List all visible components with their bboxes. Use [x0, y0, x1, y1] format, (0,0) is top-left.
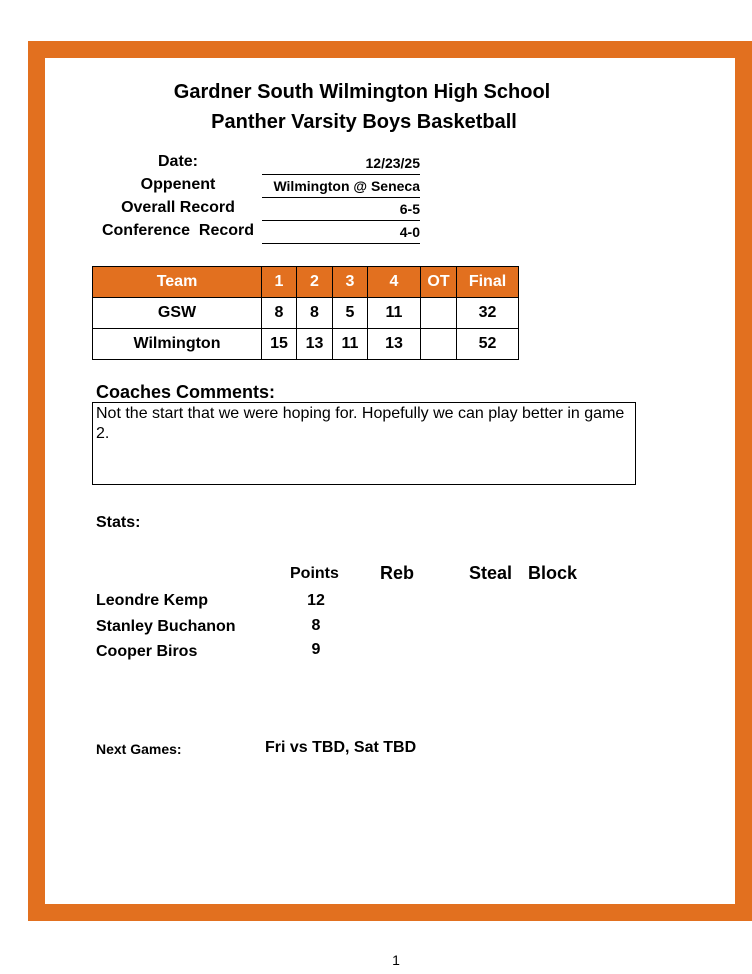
ot-score — [421, 298, 457, 329]
school-title: Gardner South Wilmington High School — [173, 81, 551, 103]
stats-label: Stats: — [96, 514, 141, 531]
opponent-value: Wilmington @ Seneca — [262, 176, 420, 198]
stats-col-steal: Steal — [469, 563, 513, 583]
team-name: GSW — [93, 298, 262, 329]
comments-label: Coaches Comments: — [96, 382, 276, 402]
col-q4-header: 4 — [368, 267, 421, 298]
player-name: Cooper Biros — [96, 643, 198, 660]
final-score: 52 — [457, 329, 519, 360]
player-name: Leondre Kemp — [96, 592, 209, 609]
col-q2-header: 2 — [297, 267, 333, 298]
program-title: Panther Varsity Boys Basketball — [211, 111, 517, 133]
date-value: 12/23/25 — [262, 153, 420, 175]
q3-score: 5 — [333, 298, 368, 329]
overall-record-value: 6-5 — [262, 199, 420, 221]
col-q1-header: 1 — [262, 267, 297, 298]
player-points: 9 — [311, 641, 321, 658]
scoreboard-table — [92, 266, 519, 360]
scoreboard-header-row — [93, 267, 519, 298]
opponent-label: Oppenent — [140, 176, 216, 193]
page-number: 1 — [392, 952, 400, 968]
player-points: 12 — [307, 592, 325, 609]
col-team-header: Team — [93, 267, 262, 298]
overall-record-label: Overall Record — [121, 199, 235, 216]
col-ot-header: OT — [421, 267, 457, 298]
next-games-label: Next Games: — [96, 741, 182, 757]
col-final-header: Final — [457, 267, 519, 298]
final-score: 32 — [457, 298, 519, 329]
q1-score: 15 — [262, 329, 297, 360]
col-q3-header: 3 — [333, 267, 368, 298]
q2-score: 13 — [297, 329, 333, 360]
date-label: Date: — [157, 153, 198, 170]
conference-record-value: 4-0 — [262, 222, 420, 244]
team-name: Wilmington — [93, 329, 262, 360]
next-games-value: Fri vs TBD, Sat TBD — [265, 739, 417, 756]
stats-col-block: Block — [528, 563, 578, 583]
table-row — [93, 329, 519, 360]
table-row — [93, 298, 519, 329]
q4-score: 13 — [368, 329, 421, 360]
q2-score: 8 — [297, 298, 333, 329]
ot-score — [421, 329, 457, 360]
player-name: Stanley Buchanon — [96, 618, 236, 635]
conference-record-label: Conference Record — [101, 222, 255, 239]
q3-score: 11 — [333, 329, 368, 360]
player-points: 8 — [311, 617, 321, 634]
stats-col-reb: Reb — [380, 563, 415, 583]
comments-box: Not the start that we were hoping for. Hopefully we can play better in game 2. — [92, 402, 636, 485]
q1-score: 8 — [262, 298, 297, 329]
q4-score: 11 — [368, 298, 421, 329]
stats-col-points: Points — [290, 565, 339, 582]
